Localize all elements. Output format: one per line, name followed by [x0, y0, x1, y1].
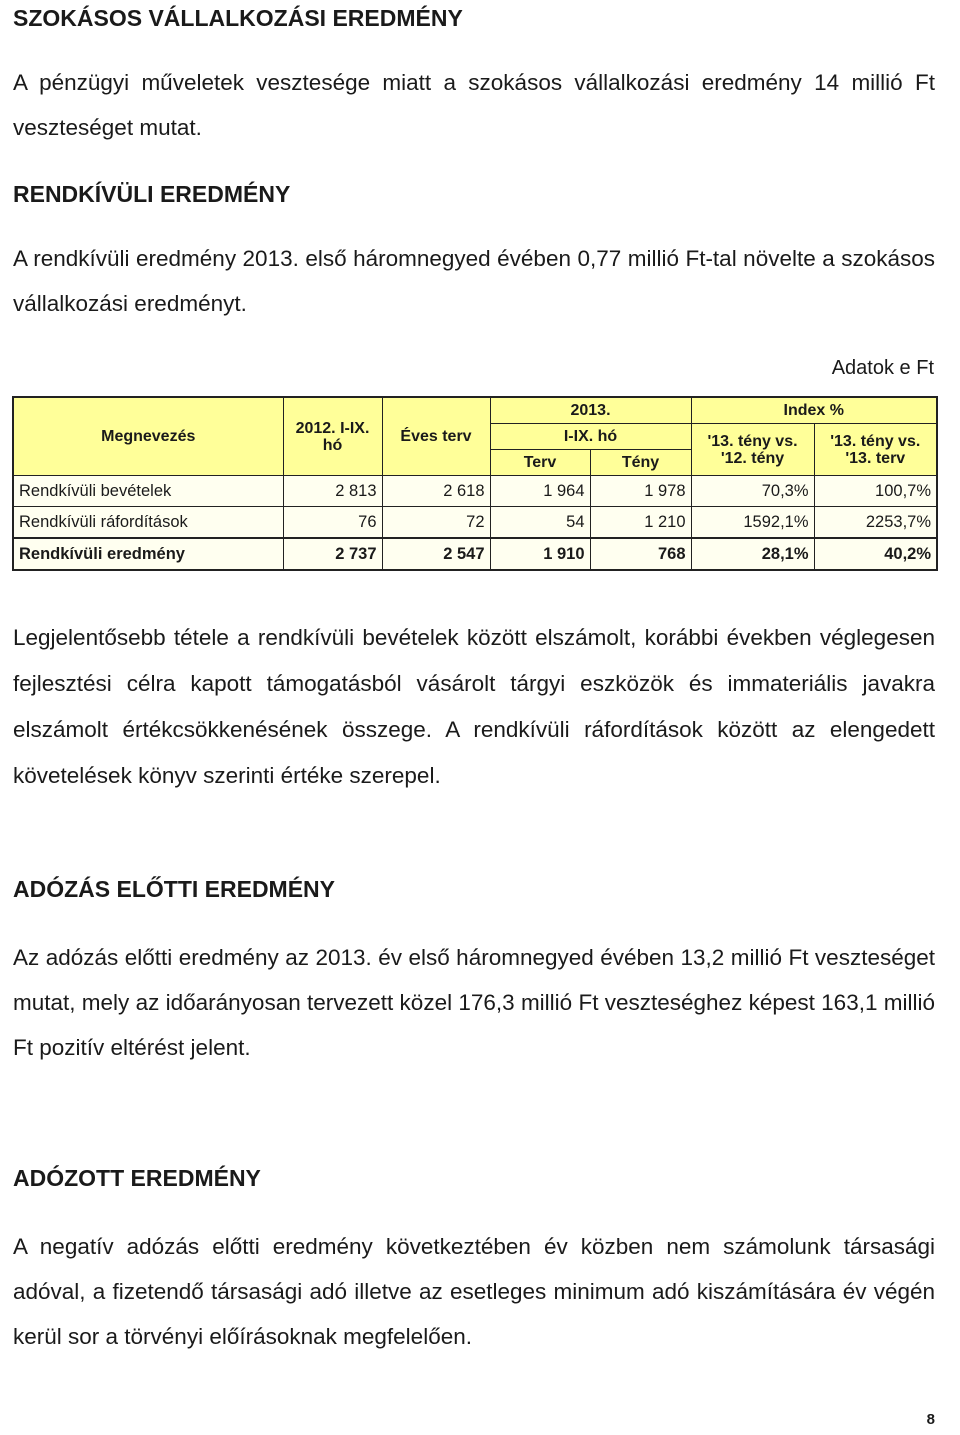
cell-index-vs-plan: 2253,7%: [814, 507, 937, 539]
cell-index-vs-2012: 1592,1%: [691, 507, 814, 539]
header-name: Megnevezés: [13, 397, 283, 476]
header-annual-plan: Éves terv: [382, 397, 490, 476]
header-2013: 2013.: [490, 397, 691, 424]
header-vs-plan: '13. tény vs. '13. terv: [814, 424, 937, 476]
paragraph-szokasos: A pénzügyi műveletek vesztesége miatt a szokásos vállalkozási eredmény 14 millió Ft veszteséget mutat.: [13, 70, 935, 140]
header-vs-2012: '13. tény vs. '12. tény: [691, 424, 814, 476]
table-row-total: [13, 538, 937, 570]
results-table: [12, 396, 938, 571]
cell-2012: 76: [283, 507, 382, 539]
header-plan: Terv: [490, 450, 590, 476]
heading-rendkivuli: RENDKÍVÜLI EREDMÉNY: [13, 181, 291, 207]
cell-actual: 1 978: [590, 476, 691, 507]
cell-index-vs-2012: 28,1%: [691, 538, 814, 570]
heading-adozott: ADÓZOTT EREDMÉNY: [13, 1165, 261, 1191]
cell-index-vs-plan: 40,2%: [814, 538, 937, 570]
cell-annual-plan: 2 547: [382, 538, 490, 570]
header-2012: 2012. I-IX. hó: [283, 397, 382, 476]
unit-note: Adatok e Ft: [831, 357, 934, 379]
paragraph-after-table: Legjelentősebb tétele a rendkívüli bevételek között elszámolt, korábbi években véglegesen fejlesztési célra kapott támogatásból vásárolt tárgyi eszközök és immateriális javakra elszámolt értékcsökkenésének összege. A rendkívüli ráfordítások között az elengedett követelések könyv szerinti értéke szerepel.: [13, 625, 935, 788]
cell-plan: 1 964: [490, 476, 590, 507]
results-table-wrapper: [12, 396, 936, 596]
header-period: I-IX. hó: [490, 424, 691, 450]
paragraph-adozas-elotti: Az adózás előtti eredmény az 2013. év első háromnegyed évében 13,2 millió Ft veszteséget mutat, mely az időarányosan tervezett közel 176,3 millió Ft veszteséghez képest 163,1 millió Ft pozitív eltérést jelent.: [13, 945, 935, 1060]
header-actual: Tény: [590, 450, 691, 476]
heading-szokasos: SZOKÁSOS VÁLLALKOZÁSI EREDMÉNY: [13, 5, 463, 31]
cell-plan: 1 910: [490, 538, 590, 570]
paragraph-adozott: A negatív adózás előtti eredmény következtében év közben nem számolunk társasági adóval, a fizetendő társasági adó illetve az esetleges minimum adó kiszámítására év végén kerül sor a törvényi előírásoknak megfelelően.: [13, 1234, 935, 1349]
table-row: [13, 507, 937, 539]
row-label: Rendkívüli bevételek: [13, 476, 283, 507]
header-index: Index %: [691, 397, 937, 424]
row-label: Rendkívüli ráfordítások: [13, 507, 283, 539]
cell-annual-plan: 2 618: [382, 476, 490, 507]
cell-index-vs-2012: 70,3%: [691, 476, 814, 507]
row-label: Rendkívüli eredmény: [13, 538, 283, 570]
cell-actual: 1 210: [590, 507, 691, 539]
cell-annual-plan: 72: [382, 507, 490, 539]
page-number: 8: [926, 1411, 935, 1428]
cell-2012: 2 737: [283, 538, 382, 570]
table-row: [13, 476, 937, 507]
cell-plan: 54: [490, 507, 590, 539]
cell-actual: 768: [590, 538, 691, 570]
cell-2012: 2 813: [283, 476, 382, 507]
cell-index-vs-plan: 100,7%: [814, 476, 937, 507]
heading-adozas-elotti: ADÓZÁS ELŐTTI EREDMÉNY: [13, 876, 336, 902]
paragraph-rendkivuli: A rendkívüli eredmény 2013. első háromnegyed évében 0,77 millió Ft-tal növelte a szokásos vállalkozási eredményt.: [13, 246, 935, 316]
